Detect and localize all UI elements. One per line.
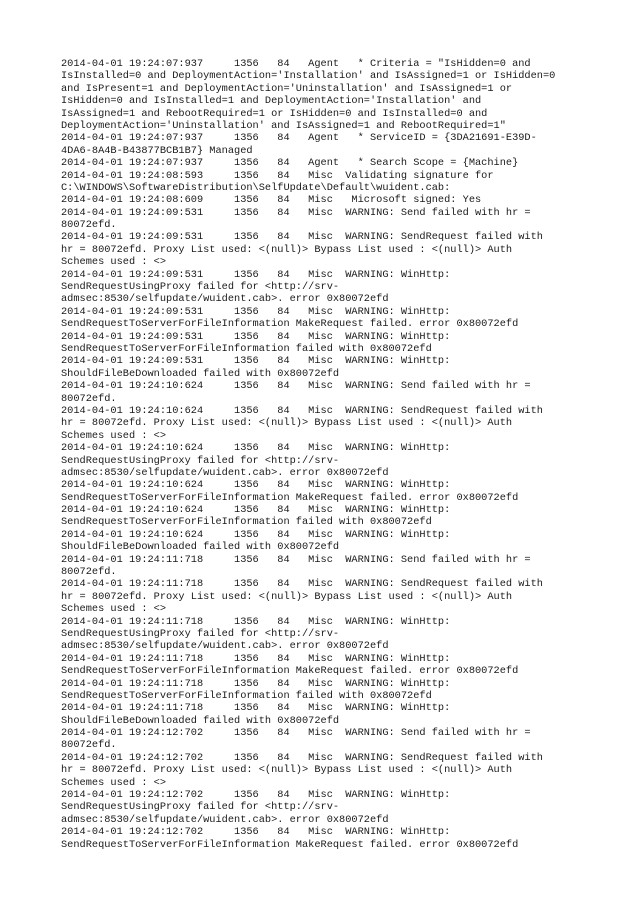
log-line: Schemes used : <> — [61, 429, 167, 442]
log-line: hr = 80072efd. Proxy List used: <(null)> Bypass List used : <(null)> Auth — [61, 243, 513, 256]
log-line: 2014-04-01 19:24:11:718 1356 84 Misc WARNING: Send failed with hr = — [61, 553, 531, 566]
log-line: SendRequestUsingProxy failed for <http://srv- — [61, 454, 340, 467]
log-line: 2014-04-01 19:24:09:531 1356 84 Misc WARNING: WinHttp: — [61, 268, 451, 281]
log-line: SendRequestToServerForFileInformation MakeRequest failed. error 0x80072efd — [61, 665, 519, 678]
log-line: ShouldFileBeDownloaded failed with 0x80072efd — [61, 714, 340, 727]
log-line: and IsPresent=1 and DeploymentAction='Uninstallation' and IsAssigned=1 or — [61, 82, 513, 95]
log-line: SendRequestToServerForFileInformation MakeRequest failed. error 0x80072efd — [61, 838, 519, 851]
log-line: 2014-04-01 19:24:09:531 1356 84 Misc WARNING: WinHttp: — [61, 330, 451, 343]
log-line: Schemes used : <> — [61, 776, 167, 789]
log-line: hr = 80072efd. Proxy List used: <(null)> Bypass List used : <(null)> Auth — [61, 590, 513, 603]
log-line: 80072efd. — [61, 219, 117, 232]
log-line: SendRequestUsingProxy failed for <http://srv- — [61, 281, 340, 294]
log-line: 2014-04-01 19:24:12:702 1356 84 Misc WARNING: Send failed with hr = — [61, 727, 531, 740]
log-line: hr = 80072efd. Proxy List used: <(null)> Bypass List used : <(null)> Auth — [61, 764, 513, 777]
log-line: admsec:8530/selfupdate/wuident.cab>. error 0x80072efd — [61, 466, 389, 479]
log-line: 4DA6-8A4B-B43877BCB1B7} Managed — [61, 144, 253, 157]
log-line: 2014-04-01 19:24:11:718 1356 84 Misc WARNING: WinHttp: — [61, 652, 451, 665]
log-line: ShouldFileBeDownloaded failed with 0x80072efd — [61, 541, 340, 554]
log-line: 2014-04-01 19:24:07:937 1356 84 Agent * Criteria = "IsHidden=0 and — [61, 58, 531, 70]
log-line: 2014-04-01 19:24:07:937 1356 84 Agent * ServiceID = {3DA21691-E39D- — [61, 132, 537, 145]
log-line: 2014-04-01 19:24:10:624 1356 84 Misc WARNING: WinHttp: — [61, 442, 451, 455]
log-line: 2014-04-01 19:24:10:624 1356 84 Misc WARNING: WinHttp: — [61, 479, 451, 492]
log-line: 2014-04-01 19:24:12:702 1356 84 Misc WARNING: SendRequest failed with — [61, 751, 543, 764]
log-line: 80072efd. — [61, 392, 117, 405]
log-line: 2014-04-01 19:24:10:624 1356 84 Misc WARNING: WinHttp: — [61, 504, 451, 517]
log-line: hr = 80072efd. Proxy List used: <(null)> Bypass List used : <(null)> Auth — [61, 417, 513, 430]
log-line: DeploymentAction='Uninstallation' and IsAssigned=1 and RebootRequired=1" — [61, 119, 506, 132]
log-line: 2014-04-01 19:24:09:531 1356 84 Misc WARNING: SendRequest failed with — [61, 231, 543, 244]
log-line: IsAssigned=1 and RebootRequired=1 or IsHidden=0 and IsInstalled=0 and — [61, 107, 488, 120]
log-line: SendRequestToServerForFileInformation failed with 0x80072efd — [61, 689, 432, 702]
log-line: Schemes used : <> — [61, 603, 167, 616]
log-line: admsec:8530/selfupdate/wuident.cab>. error 0x80072efd — [61, 813, 389, 826]
log-line: 2014-04-01 19:24:08:593 1356 84 Misc Validating signature for — [61, 169, 494, 182]
log-line: 80072efd. — [61, 739, 117, 752]
log-line: Schemes used : <> — [61, 256, 167, 269]
log-line: 2014-04-01 19:24:11:718 1356 84 Misc WARNING: WinHttp: — [61, 702, 451, 715]
log-line: 2014-04-01 19:24:09:531 1356 84 Misc WARNING: Send failed with hr = — [61, 206, 531, 219]
log-line: IsHidden=0 and IsInstalled=1 and DeploymentAction='Installation' and — [61, 95, 482, 108]
log-line: SendRequestUsingProxy failed for <http://srv- — [61, 627, 340, 640]
log-line: 2014-04-01 19:24:12:702 1356 84 Misc WARNING: WinHttp: — [61, 789, 451, 802]
log-line: SendRequestToServerForFileInformation failed with 0x80072efd — [61, 516, 432, 529]
log-line: 2014-04-01 19:24:12:702 1356 84 Misc WARNING: WinHttp: — [61, 826, 451, 839]
log-line: admsec:8530/selfupdate/wuident.cab>. error 0x80072efd — [61, 640, 389, 653]
log-line: 2014-04-01 19:24:11:718 1356 84 Misc WARNING: WinHttp: — [61, 677, 451, 690]
log-line: 2014-04-01 19:24:09:531 1356 84 Misc WARNING: WinHttp: — [61, 355, 451, 368]
log-line: 2014-04-01 19:24:08:609 1356 84 Misc Microsoft signed: Yes — [61, 194, 482, 207]
log-text — [61, 58, 581, 851]
log-line: ShouldFileBeDownloaded failed with 0x80072efd — [61, 367, 340, 380]
log-line: SendRequestToServerForFileInformation MakeRequest failed. error 0x80072efd — [61, 491, 519, 504]
log-line: C:\WINDOWS\SoftwareDistribution\SelfUpdate\Default\wuident.cab: — [61, 181, 451, 194]
log-line: IsInstalled=0 and DeploymentAction='Installation' and IsAssigned=1 or IsHidden=0 — [61, 70, 556, 83]
log-line: admsec:8530/selfupdate/wuident.cab>. error 0x80072efd — [61, 293, 389, 306]
log-line: 2014-04-01 19:24:11:718 1356 84 Misc WARNING: WinHttp: — [61, 615, 451, 628]
log-line: 2014-04-01 19:24:11:718 1356 84 Misc WARNING: SendRequest failed with — [61, 578, 543, 591]
log-line: SendRequestUsingProxy failed for <http://srv- — [61, 801, 340, 814]
log-line: 2014-04-01 19:24:09:531 1356 84 Misc WARNING: WinHttp: — [61, 305, 451, 318]
log-line: 2014-04-01 19:24:10:624 1356 84 Misc WARNING: SendRequest failed with — [61, 404, 543, 417]
log-line: 2014-04-01 19:24:10:624 1356 84 Misc WARNING: Send failed with hr = — [61, 380, 531, 393]
log-line: 2014-04-01 19:24:10:624 1356 84 Misc WARNING: WinHttp: — [61, 528, 451, 541]
log-line: 2014-04-01 19:24:07:937 1356 84 Agent * Search Scope = {Machine} — [61, 157, 519, 170]
log-line: SendRequestToServerForFileInformation MakeRequest failed. error 0x80072efd — [61, 318, 519, 331]
log-line: 80072efd. — [61, 566, 117, 579]
log-line: SendRequestToServerForFileInformation failed with 0x80072efd — [61, 342, 432, 355]
